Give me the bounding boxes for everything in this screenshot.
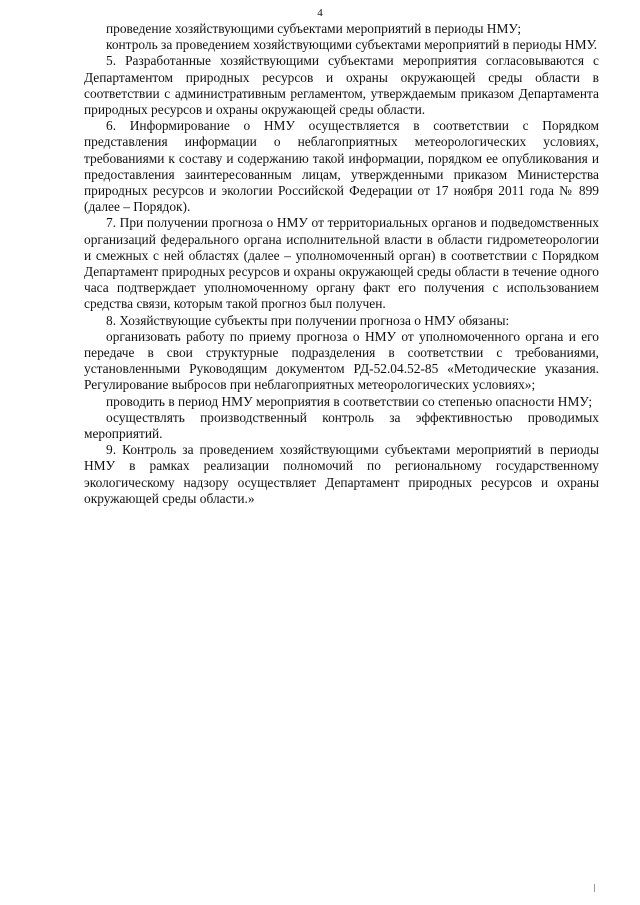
scan-edge-mark bbox=[594, 884, 595, 892]
paragraph-production-control: осуществлять производственный контроль за эффективностью проводимых мероприятий. bbox=[84, 409, 599, 442]
paragraph-6-informing: 6. Информирование о НМУ осуществляется в соответствии с Порядком представления информации о неблагоприятных метеорологических условиях, требованиями к составу и содержанию такой информации, порядком ее опубликования и предоставления заинтересованным лицам, утвержденными приказом Министерства природных ресурсов и экологии Российской Федерации от 17 ноября 2011 года № 899 (далее – Порядок). bbox=[84, 118, 599, 215]
paragraph-5-approval: 5. Разработанные хозяйствующими субъектами мероприятия согласовываются с Департаментом природных ресурсов и охраны окружающей среды области в соответствии с административным регламентом, утверждаемым приказом Департамента природных ресурсов и охраны окружающей среды области. bbox=[84, 53, 599, 118]
page-number: 4 bbox=[317, 7, 323, 19]
paragraph-8-obligations: 8. Хозяйствующие субъекты при получении прогноза о НМУ обязаны: bbox=[106, 312, 510, 328]
paragraph-7-forecast-receipt: 7. При получении прогноза о НМУ от территориальных органов и подведомственных организаций федерального органа исполнительной власти в области гидрометеорологии и смежных с ней областях (далее – уполномоченный орган) в соответствии с Порядком Департамент природных ресурсов и охраны окружающей среды области в течение одного часа подтверждает уполномоченному органу факт его получения с использованием средства связи, которым такой прогноз был получен. bbox=[84, 215, 599, 312]
document-body bbox=[84, 21, 599, 507]
paragraph-control-of-measures: контроль за проведением хозяйствующими субъектами мероприятий в периоды НМУ. bbox=[106, 37, 598, 53]
paragraph-organize-forecast-work: организовать работу по приему прогноза о НМУ от уполномоченного органа и его передаче в свои структурные подразделения в соответствии с требованиями, установленными Руководящим документом РД-52.04.52-85 «Методические указания. Регулирование выбросов при неблагоприятных метеорологических условиях»; bbox=[84, 328, 599, 393]
paragraph-measures-during-nmu: проведение хозяйствующими субъектами мероприятий в периоды НМУ; bbox=[106, 21, 522, 36]
paragraph-conduct-measures: проводить в период НМУ мероприятия в соответствии со степенью опасности НМУ; bbox=[106, 393, 593, 409]
paragraph-9-state-supervision: 9. Контроль за проведением хозяйствующими субъектами мероприятий в периоды НМУ в рамках реализации полномочий по региональному государственному экологическому надзору осуществляет Департамент природных ресурсов и охраны окружающей среды области.» bbox=[84, 442, 599, 506]
